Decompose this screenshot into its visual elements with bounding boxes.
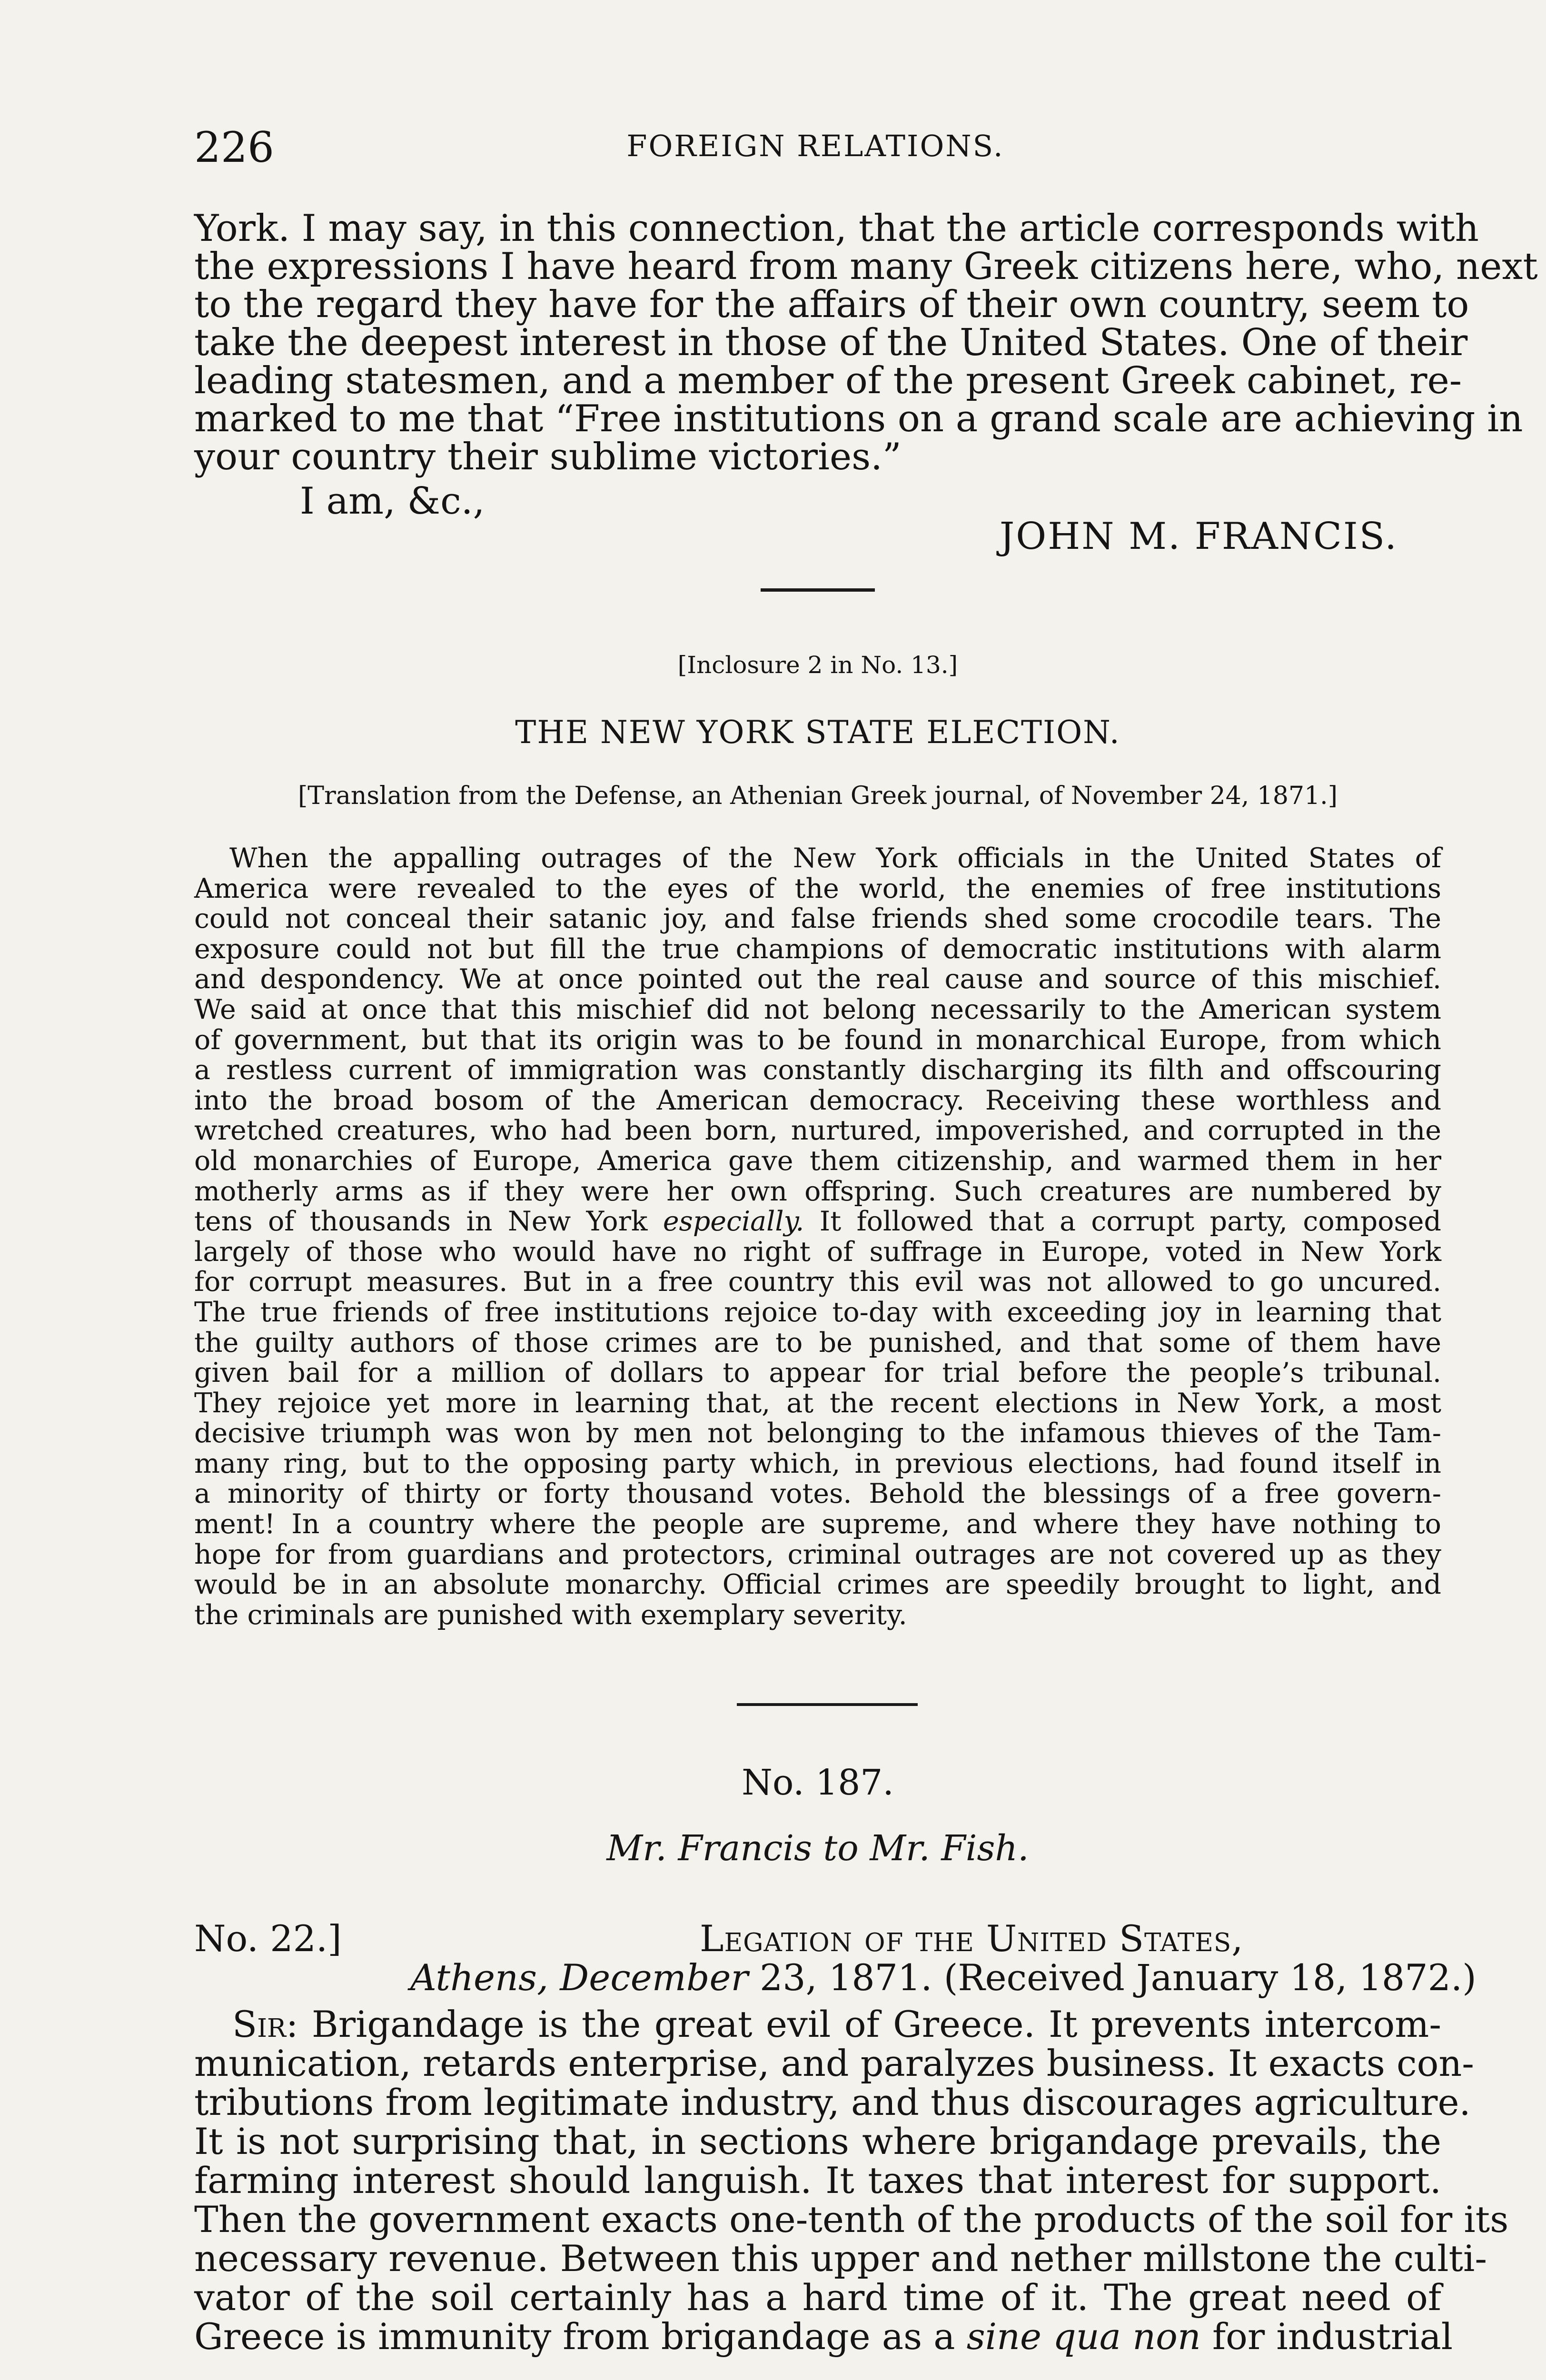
text-line: hope for from guardians and protectors, criminal outrages are not covered up as they bbox=[194, 1538, 1441, 1570]
text-line: York. I may say, in this connection, that the article corresponds with bbox=[194, 207, 1479, 250]
text-line: tributions from legitimate industry, and thus discourages agriculture. bbox=[194, 2081, 1471, 2123]
text-line: your country their sublime victories.” bbox=[194, 436, 902, 478]
legation-heading: Legation of the United States, bbox=[700, 1917, 1244, 1960]
signature: JOHN M. FRANCIS. bbox=[1000, 515, 1398, 558]
text-line: motherly arms as if they were her own offspring. Such creatures are numbered by bbox=[194, 1175, 1441, 1207]
text-line: take the deepest interest in those of the United States. One of their bbox=[194, 321, 1468, 364]
latin-phrase: sine qua non bbox=[966, 2315, 1201, 2358]
text-line: They rejoice yet more in learning that, at the recent elections in New York, a most bbox=[194, 1387, 1441, 1419]
text-line: munication, retards enterprise, and paralyzes business. It exacts con- bbox=[194, 2042, 1474, 2084]
letter-continuation bbox=[194, 207, 1538, 478]
date-month: December bbox=[560, 1956, 748, 1999]
text-line: wretched creatures, who had been born, nurtured, impoverished, and corrupted in the bbox=[194, 1115, 1441, 1147]
text-line bbox=[194, 1207, 1441, 1237]
article-title: THE NEW YORK STATE ELECTION. bbox=[515, 714, 1120, 751]
translation-note: [Translation from the Defense, an Athenian Greek journal, of November 24, 1871.] bbox=[298, 782, 1338, 810]
text-line bbox=[194, 2315, 1453, 2358]
text-span: Brigandage is the great evil of Greece. It prevents intercom- bbox=[298, 2003, 1441, 2045]
text-line bbox=[194, 2005, 1441, 2044]
text-span: Greece is immunity from brigandage as a bbox=[194, 2315, 967, 2358]
text-line: for corrupt measures. But in a free country this evil was not allowed to go uncured. bbox=[194, 1266, 1441, 1298]
text-line: decisive triumph was won by men not belonging to the infamous thieves of the Tam- bbox=[194, 1418, 1441, 1449]
text-line: old monarchies of Europe, America gave them citizenship, and warmed them in her bbox=[194, 1145, 1441, 1177]
text-line: The true friends of free institutions rejoice to-day with exceeding joy in learning that bbox=[194, 1296, 1441, 1328]
text-span: for industrial bbox=[1200, 2315, 1453, 2358]
inclosure-label: [Inclosure 2 in No. 13.] bbox=[677, 651, 958, 679]
text-line: Then the government exacts one-tenth of the products of the soil for its bbox=[194, 2198, 1509, 2241]
text-line: leading statesmen, and a member of the present Greek cabinet, re- bbox=[194, 359, 1462, 402]
place-name: Athens, bbox=[410, 1956, 549, 1999]
text-line: into the broad bosom of the American democracy. Receiving these worthless and bbox=[194, 1084, 1441, 1116]
text-line: would be in an absolute monarchy. Official crimes are speedily brought to light, and bbox=[194, 1569, 1441, 1601]
text-line: the expressions I have heard from many Greek citizens here, who, next bbox=[194, 245, 1538, 288]
section-divider bbox=[761, 588, 875, 592]
article-body bbox=[194, 843, 1441, 1630]
text-line: of government, but that its origin was to be found in monarchical Europe, from which bbox=[194, 1024, 1441, 1056]
text-line: ment! In a country where the people are supreme, and where they have nothing to bbox=[194, 1508, 1441, 1540]
text-line: largely of those who would have no right of suffrage in Europe, voted in New York bbox=[194, 1236, 1441, 1268]
text-line: America were revealed to the eyes of the world, the enemies of free institutions bbox=[194, 873, 1441, 904]
salutation: Sir: bbox=[232, 2003, 298, 2045]
text-line: and despondency. We at once pointed out the real cause and source of this mischief. bbox=[194, 963, 1441, 995]
text-line: marked to me that “Free institutions on a grand scale are achieving in bbox=[194, 397, 1523, 440]
running-head: FOREIGN RELATIONS. bbox=[626, 129, 1004, 163]
section-divider bbox=[737, 1703, 918, 1706]
text-line: necessary revenue. Between this upper and nether millstone the culti- bbox=[194, 2237, 1487, 2280]
document-subtitle: Mr. Francis to Mr. Fish. bbox=[606, 1828, 1029, 1869]
text-line: farming interest should languish. It taxes that interest for support. bbox=[194, 2159, 1441, 2202]
text-line: many ring, but to the opposing party which, in previous elections, had found itself in bbox=[194, 1448, 1441, 1479]
text-line: a minority of thirty or forty thousand votes. Behold the blessings of a free govern- bbox=[194, 1478, 1441, 1510]
despatch-date bbox=[410, 1956, 1477, 1999]
text-line: exposure could not but fill the true champions of democratic institutions with alarm bbox=[194, 933, 1441, 965]
text-line: It is not surprising that, in sections where brigandage prevails, the bbox=[194, 2120, 1441, 2162]
text-line: the guilty authors of those crimes are to be punished, and that some of them have bbox=[194, 1327, 1441, 1359]
text-line: could not conceal their satanic joy, and false friends shed some crocodile tears. The bbox=[194, 903, 1441, 935]
document-number: No. 187. bbox=[742, 1762, 894, 1803]
text-line: the criminals are punished with exemplary severity. bbox=[194, 1599, 907, 1631]
text-line: When the appalling outrages of the New York officials in the United States of bbox=[229, 843, 1441, 874]
despatch-number: No. 22.] bbox=[194, 1917, 342, 1960]
text-line: vator of the soil certainly has a hard time of it. The great need of bbox=[194, 2276, 1441, 2319]
page-number: 226 bbox=[194, 123, 274, 172]
page-header bbox=[194, 123, 1437, 175]
text-line: to the regard they have for the affairs of their own country, seem to bbox=[194, 283, 1469, 326]
text-line: a restless current of immigration was constantly discharging its filth and offscouring bbox=[194, 1054, 1441, 1086]
despatch-body bbox=[194, 2003, 1509, 2358]
letter-closing: I am, &c., bbox=[300, 480, 485, 523]
text-line: given bail for a million of dollars to appear for trial before the people’s tribunal. bbox=[194, 1357, 1441, 1389]
text-span: It followed that a corrupt party, composed bbox=[804, 1206, 1441, 1238]
text-line: We said at once that this mischief did not belong necessarily to the American system bbox=[194, 993, 1441, 1025]
text-span: tens of thousands in New York bbox=[194, 1206, 663, 1238]
date-rest: 23, 1871. (Received January 18, 1872.) bbox=[748, 1956, 1477, 1999]
emphasis: especially. bbox=[663, 1206, 804, 1238]
